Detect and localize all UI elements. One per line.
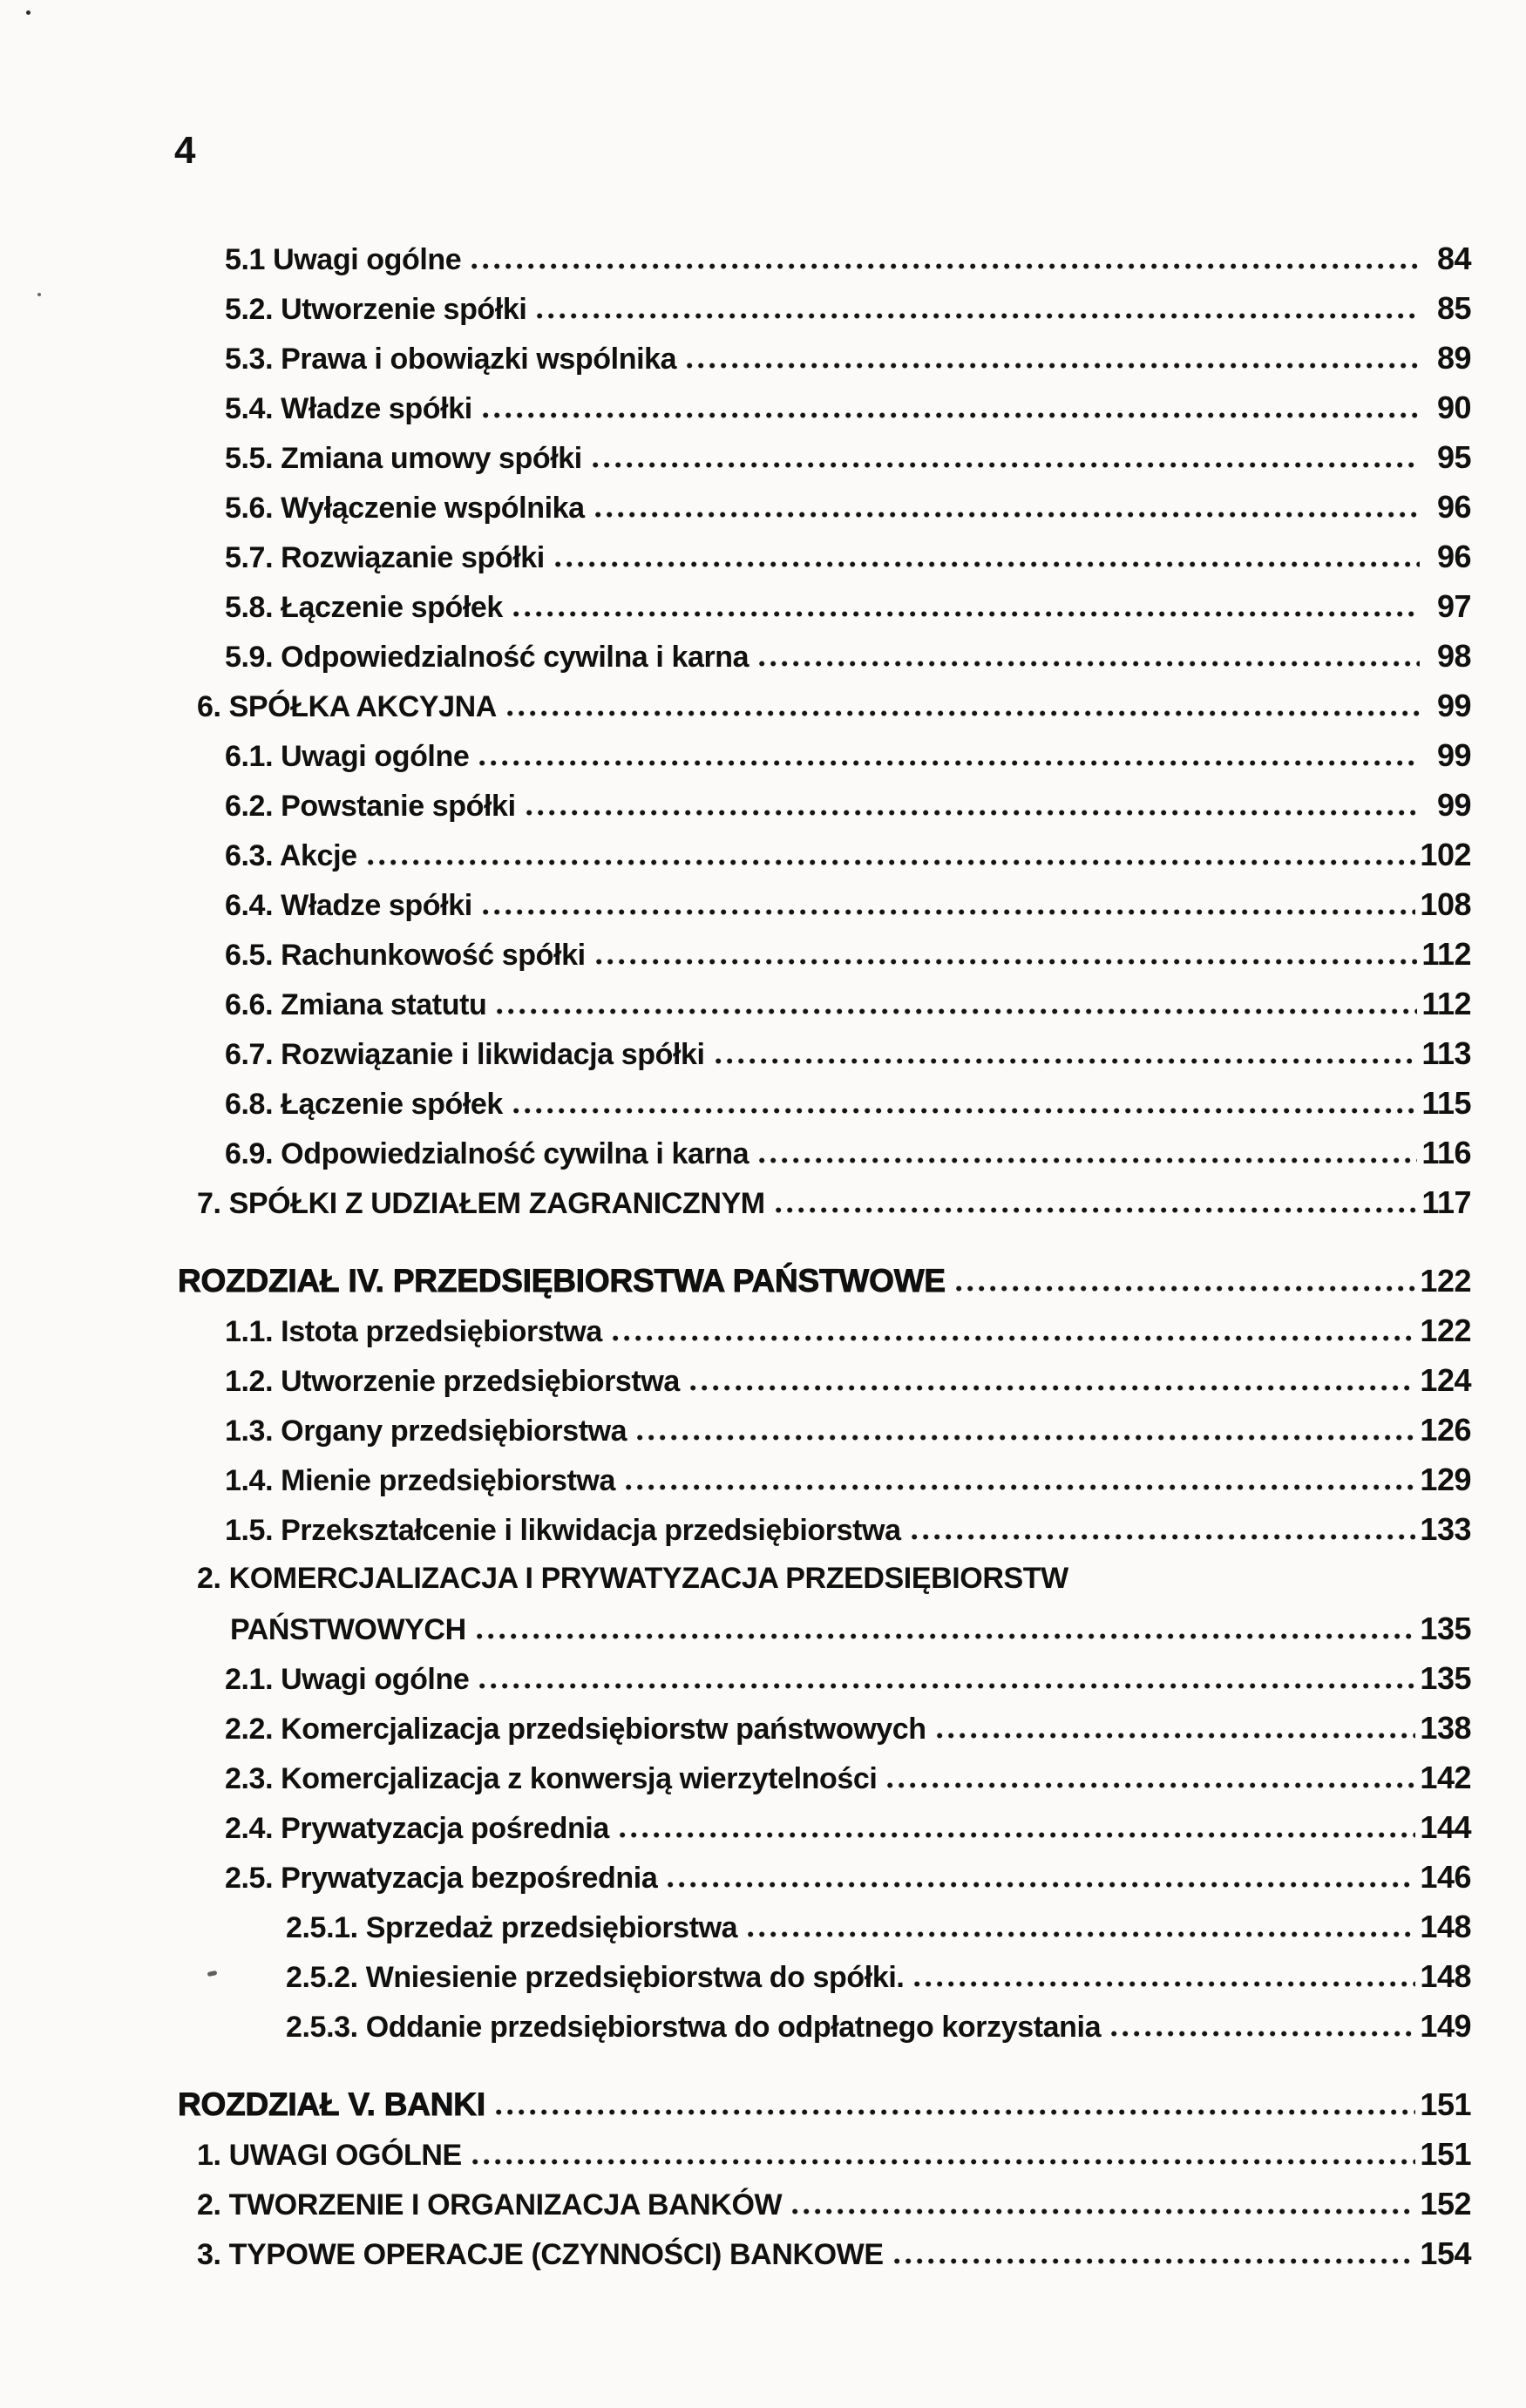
toc-row (0, 532, 1471, 581)
page-ref: 85 (1436, 290, 1471, 326)
entry-label: 1. UWAGI OGÓLNE (197, 2139, 462, 2172)
toc-row (0, 333, 1471, 383)
page-ref: 149 (1420, 2008, 1471, 2044)
dot-leader (716, 1058, 1418, 1064)
page-ref: 96 (1436, 539, 1471, 574)
entry-label: 1.5. Przekształcenie i likwidacja przedsiębiorstwa (225, 1514, 901, 1547)
dot-leader (483, 909, 1416, 915)
dot-leader (914, 1981, 1415, 1987)
page-ref: 99 (1436, 737, 1471, 773)
toc-row (0, 2001, 1471, 2051)
toc-row (0, 432, 1471, 482)
dot-leader (596, 959, 1418, 965)
page-ref: 97 (1436, 588, 1471, 624)
page-ref: 124 (1420, 1362, 1471, 1398)
page-ref: 89 (1436, 340, 1471, 376)
dot-leader (637, 1435, 1415, 1441)
page-ref: 95 (1436, 439, 1471, 475)
entry-label: 1.1. Istota przedsiębiorstwa (225, 1315, 602, 1348)
toc-row (0, 1604, 1471, 1653)
page-ref: 148 (1420, 1909, 1471, 1944)
dot-leader (759, 1157, 1417, 1163)
entry-label: ROZDZIAŁ IV. PRZEDSIĘBIORSTWA PAŃSTWOWE (178, 1263, 946, 1299)
dot-leader (620, 1832, 1416, 1838)
dot-leader (613, 1335, 1416, 1341)
toc-row (0, 482, 1471, 532)
toc-row (0, 1753, 1471, 1802)
page-ref: 126 (1420, 1412, 1471, 1448)
toc-row (0, 2079, 1471, 2129)
toc-row (0, 780, 1471, 830)
page-ref: 133 (1420, 1511, 1471, 1547)
page-ref: 151 (1420, 2136, 1471, 2172)
toc-row (0, 2179, 1471, 2228)
dot-leader (1111, 2031, 1415, 2037)
dot-leader (912, 1534, 1416, 1540)
entry-label: 2. KOMERCJALIZACJA I PRYWATYZACJA PRZEDSIĘBIORSTW (197, 1562, 1068, 1595)
toc-row (0, 581, 1471, 631)
dot-leader (748, 1931, 1415, 1937)
dot-leader (626, 1484, 1415, 1490)
page-ref: 117 (1421, 1184, 1471, 1220)
dot-leader (593, 462, 1420, 468)
page-ref: 98 (1436, 638, 1471, 674)
entry-label: 5.9. Odpowiedzialność cywilna i karna (225, 641, 749, 674)
entry-label: 2. TWORZENIE I ORGANIZACJA BANKÓW (197, 2188, 783, 2221)
dot-leader (479, 760, 1420, 766)
scan-speck (26, 10, 31, 15)
dot-leader (555, 561, 1420, 567)
toc-row (0, 383, 1471, 432)
dot-leader (668, 1882, 1415, 1888)
entry-label: 6.4. Władze spółki (225, 889, 472, 922)
toc-row (0, 1177, 1471, 1227)
entry-label: 6. SPÓŁKA AKCYJNA (197, 690, 497, 723)
dot-leader (776, 1207, 1418, 1213)
page-ref: 122 (1420, 1263, 1471, 1299)
page-folio: 4 (174, 129, 195, 172)
dot-leader (759, 661, 1420, 667)
toc-row (0, 631, 1471, 681)
dot-leader (507, 710, 1420, 716)
entry-label: 2.3. Komercjalizacja z konwersją wierzytelności (225, 1762, 878, 1795)
dot-leader (472, 2159, 1416, 2165)
entry-label: 6.7. Rozwiązanie i likwidacja spółki (225, 1038, 705, 1071)
toc-row (0, 234, 1471, 283)
toc-row (0, 830, 1471, 879)
page-ref: 129 (1420, 1462, 1471, 1497)
entry-label: 5.6. Wyłączenie wspólnika (225, 492, 585, 525)
toc-row (0, 283, 1471, 333)
entry-label: 2.4. Prywatyzacja pośrednia (225, 1812, 609, 1845)
entry-label: 5.3. Prawa i obowiązki wspólnika (225, 343, 677, 376)
dot-leader (477, 1633, 1416, 1639)
toc-row (0, 1802, 1471, 1852)
entry-label: 2.5.2. Wniesienie przedsiębiorstwa do spółki. (286, 1961, 905, 1994)
page-ref: 116 (1421, 1135, 1471, 1170)
dot-leader (513, 611, 1420, 617)
entry-label: 6.2. Powstanie spółki (225, 790, 516, 823)
page-ref: 99 (1436, 688, 1471, 723)
page-ref: 138 (1420, 1710, 1471, 1746)
toc-row (0, 1078, 1471, 1128)
toc-row (0, 1951, 1471, 2001)
dot-leader (496, 2109, 1416, 2115)
dot-leader (368, 859, 1416, 865)
toc-row (0, 1355, 1471, 1405)
entry-label: PAŃSTWOWYCH (230, 1613, 466, 1646)
entry-label: 2.5.1. Sprzedaż przedsiębiorstwa (286, 1911, 738, 1944)
dot-leader (537, 313, 1420, 319)
entry-label: 5.7. Rozwiązanie spółki (225, 541, 545, 574)
toc-row (0, 681, 1471, 730)
dot-leader (595, 512, 1420, 518)
entry-label: 2.1. Uwagi ogólne (225, 1663, 470, 1696)
page-ref: 146 (1420, 1859, 1471, 1895)
page-ref: 151 (1420, 2086, 1471, 2122)
dot-leader (471, 263, 1420, 269)
page-ref: 96 (1436, 489, 1471, 525)
dot-leader (894, 2258, 1416, 2264)
page-ref: 135 (1420, 1660, 1471, 1696)
toc-row (0, 1504, 1471, 1554)
page-ref: 144 (1420, 1809, 1471, 1845)
entry-label: 3. TYPOWE OPERACJE (CZYNNOŚCI) BANKOWE (197, 2238, 884, 2271)
page-ref: 115 (1421, 1085, 1471, 1121)
scan-speck (37, 293, 41, 296)
page-ref: 113 (1421, 1035, 1471, 1071)
page-ref: 135 (1420, 1611, 1471, 1646)
page-ref: 102 (1420, 837, 1471, 872)
entry-label: 2.5. Prywatyzacja bezpośrednia (225, 1862, 658, 1895)
entry-label: 6.1. Uwagi ogólne (225, 740, 470, 773)
entry-label: 7. SPÓŁKI Z UDZIAŁEM ZAGRANICZNYM (197, 1187, 765, 1220)
toc-row (0, 979, 1471, 1028)
page-ref: 112 (1421, 986, 1471, 1021)
toc-row (0, 1852, 1471, 1902)
toc-row (0, 1902, 1471, 1951)
entry-label: 1.2. Utworzenie przedsiębiorstwa (225, 1365, 680, 1398)
entry-label: 1.4. Mienie przedsiębiorstwa (225, 1464, 615, 1497)
dot-leader (513, 1108, 1417, 1114)
dot-leader (792, 2208, 1415, 2215)
toc-row (0, 730, 1471, 780)
toc-row (0, 929, 1471, 979)
page-ref: 122 (1420, 1313, 1471, 1348)
toc-row (0, 1128, 1471, 1177)
dot-leader (483, 412, 1420, 418)
dot-leader (887, 1782, 1415, 1788)
dot-leader (687, 363, 1420, 369)
entry-label: 6.5. Rachunkowość spółki (225, 939, 586, 972)
entry-label: 5.1 Uwagi ogólne (225, 243, 462, 276)
dot-leader (497, 1008, 1417, 1014)
toc-row (0, 1405, 1471, 1455)
dot-leader (956, 1285, 1416, 1292)
entry-label: 6.9. Odpowiedzialność cywilna i karna (225, 1137, 749, 1170)
entry-label: 2.5.3. Oddanie przedsiębiorstwa do odpłatnego korzystania (286, 2011, 1102, 2044)
entry-label: ROZDZIAŁ V. BANKI (178, 2086, 485, 2122)
entry-label: 6.3. Akcje (225, 839, 357, 872)
page-ref: 148 (1420, 1958, 1471, 1994)
entry-label: 5.4. Władze spółki (225, 392, 472, 425)
entry-label: 1.3. Organy przedsiębiorstwa (225, 1414, 627, 1448)
page-ref: 142 (1420, 1760, 1471, 1795)
entry-label: 5.8. Łączenie spółek (225, 591, 503, 624)
toc-row (0, 1256, 1471, 1306)
table-of-contents (0, 234, 1526, 2278)
toc-row (0, 1028, 1471, 1078)
toc-row (0, 1554, 1471, 1604)
entry-label: 5.2. Utworzenie spółki (225, 293, 527, 326)
toc-row (0, 1653, 1471, 1703)
page-ref: 152 (1420, 2186, 1471, 2221)
entry-label: 6.6. Zmiana statutu (225, 988, 487, 1021)
toc-row (0, 2228, 1471, 2278)
page-ref: 99 (1436, 787, 1471, 823)
page-ref: 112 (1421, 936, 1471, 972)
toc-row (0, 1455, 1471, 1504)
toc-row (0, 1306, 1471, 1355)
dot-leader (479, 1683, 1415, 1689)
toc-row (0, 1703, 1471, 1753)
entry-label: 5.5. Zmiana umowy spółki (225, 442, 582, 475)
page-ref: 108 (1420, 886, 1471, 922)
entry-label: 2.2. Komercjalizacja przedsiębiorstw państwowych (225, 1713, 926, 1746)
toc-row (0, 2129, 1471, 2179)
entry-label: 6.8. Łączenie spółek (225, 1088, 503, 1121)
dot-leader (526, 810, 1420, 816)
page-ref: 154 (1420, 2235, 1471, 2271)
page-ref: 90 (1436, 390, 1471, 425)
dot-leader (937, 1733, 1416, 1739)
dot-leader (690, 1385, 1416, 1391)
toc-row (0, 879, 1471, 929)
page-ref: 84 (1436, 241, 1471, 276)
